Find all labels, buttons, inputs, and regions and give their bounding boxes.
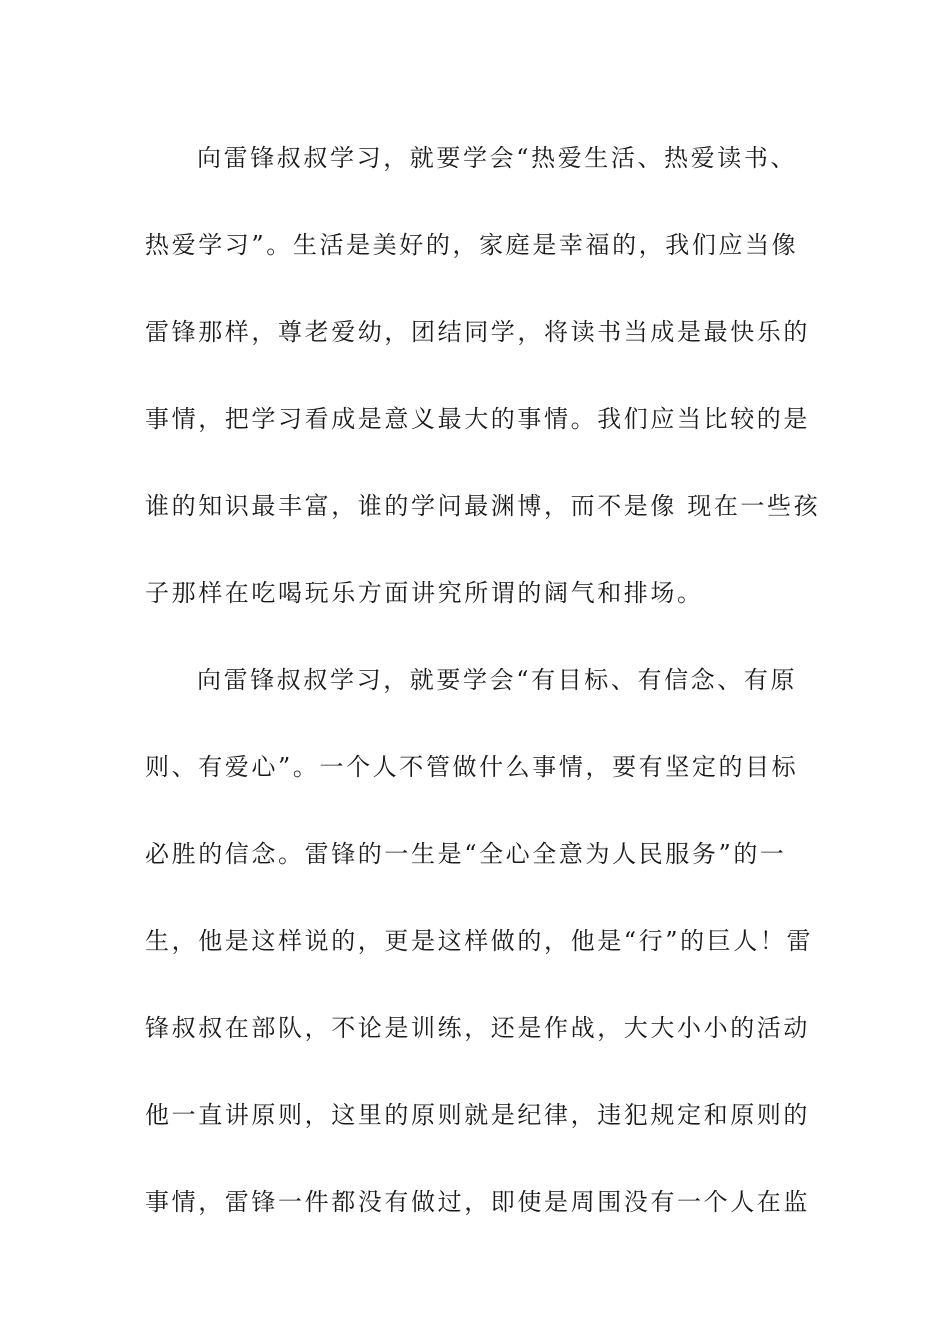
paragraph-1-line-6: 子那样在吃喝玩乐方面讲究所谓的阔气和排场。 — [145, 579, 704, 607]
paragraph-1-line-3: 雷锋那样，尊老爱幼，团结同学，将读书当成是最快乐的 — [145, 318, 810, 346]
paragraph-2-line-3: 必胜的信念。雷锋的一生是“全心全意为人民服务”的一 — [145, 840, 787, 868]
paragraph-1-line-2: 热爱学习”。生活是美好的，家庭是幸福的，我们应当像 — [145, 231, 799, 259]
paragraph-1-line-5: 谁的知识最丰富，谁的学问最渊博，而不是像 现在一些孩 — [145, 492, 821, 520]
paragraph-2-line-6: 他一直讲原则，这里的原则就是纪律，违犯规定和原则的 — [145, 1101, 810, 1129]
paragraph-2-line-5: 锋叔叔在部队，不论是训练，还是作战，大大小小的活动 — [145, 1014, 810, 1042]
paragraph-2-line-1: 向雷锋叔叔学习，就要学会“有目标、有信念、有原 — [197, 666, 798, 694]
paragraph-2-line-7: 事情，雷锋一件都没有做过，即使是周围没有一个人在监 — [145, 1188, 810, 1216]
paragraph-1-line-1: 向雷锋叔叔学习，就要学会“热爱生活、热爱读书、 — [197, 144, 798, 172]
paragraph-2-line-4: 生，他是这样说的，更是这样做的，他是“行”的巨人！雷 — [145, 927, 814, 955]
paragraph-2-line-2: 则、有爱心”。一个人不管做什么事情，要有坚定的目标 — [145, 753, 799, 781]
paragraph-1-line-4: 事情，把学习看成是意义最大的事情。我们应当比较的是 — [145, 405, 810, 433]
